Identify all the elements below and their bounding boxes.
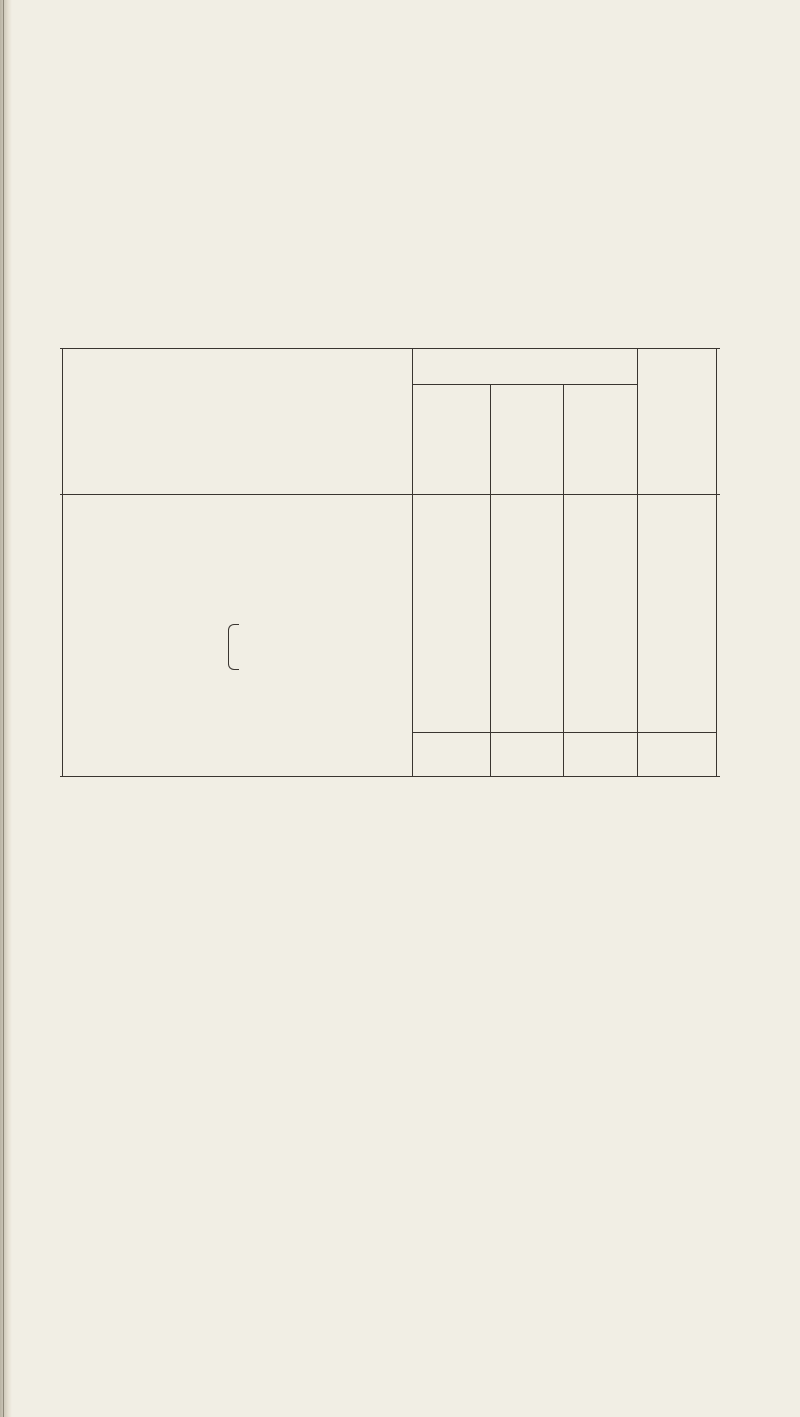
section2-rows: [60, 736, 720, 886]
defects-table: [60, 348, 720, 778]
col-divider-2: [490, 384, 491, 776]
table-top-rule: [60, 348, 720, 349]
left-border: [62, 348, 63, 776]
book-spine-shadow: [0, 0, 12, 1417]
sanitary-brace: [228, 624, 239, 670]
col-divider-3: [563, 384, 564, 776]
col-divider-4: [637, 348, 638, 776]
defects-subheader-rule: [412, 384, 637, 385]
total-top-rule: [412, 732, 716, 733]
right-border: [716, 348, 717, 776]
col-divider-1: [412, 348, 413, 776]
book-spine-edge: [3, 0, 4, 1417]
header-bottom-rule: [60, 494, 720, 495]
